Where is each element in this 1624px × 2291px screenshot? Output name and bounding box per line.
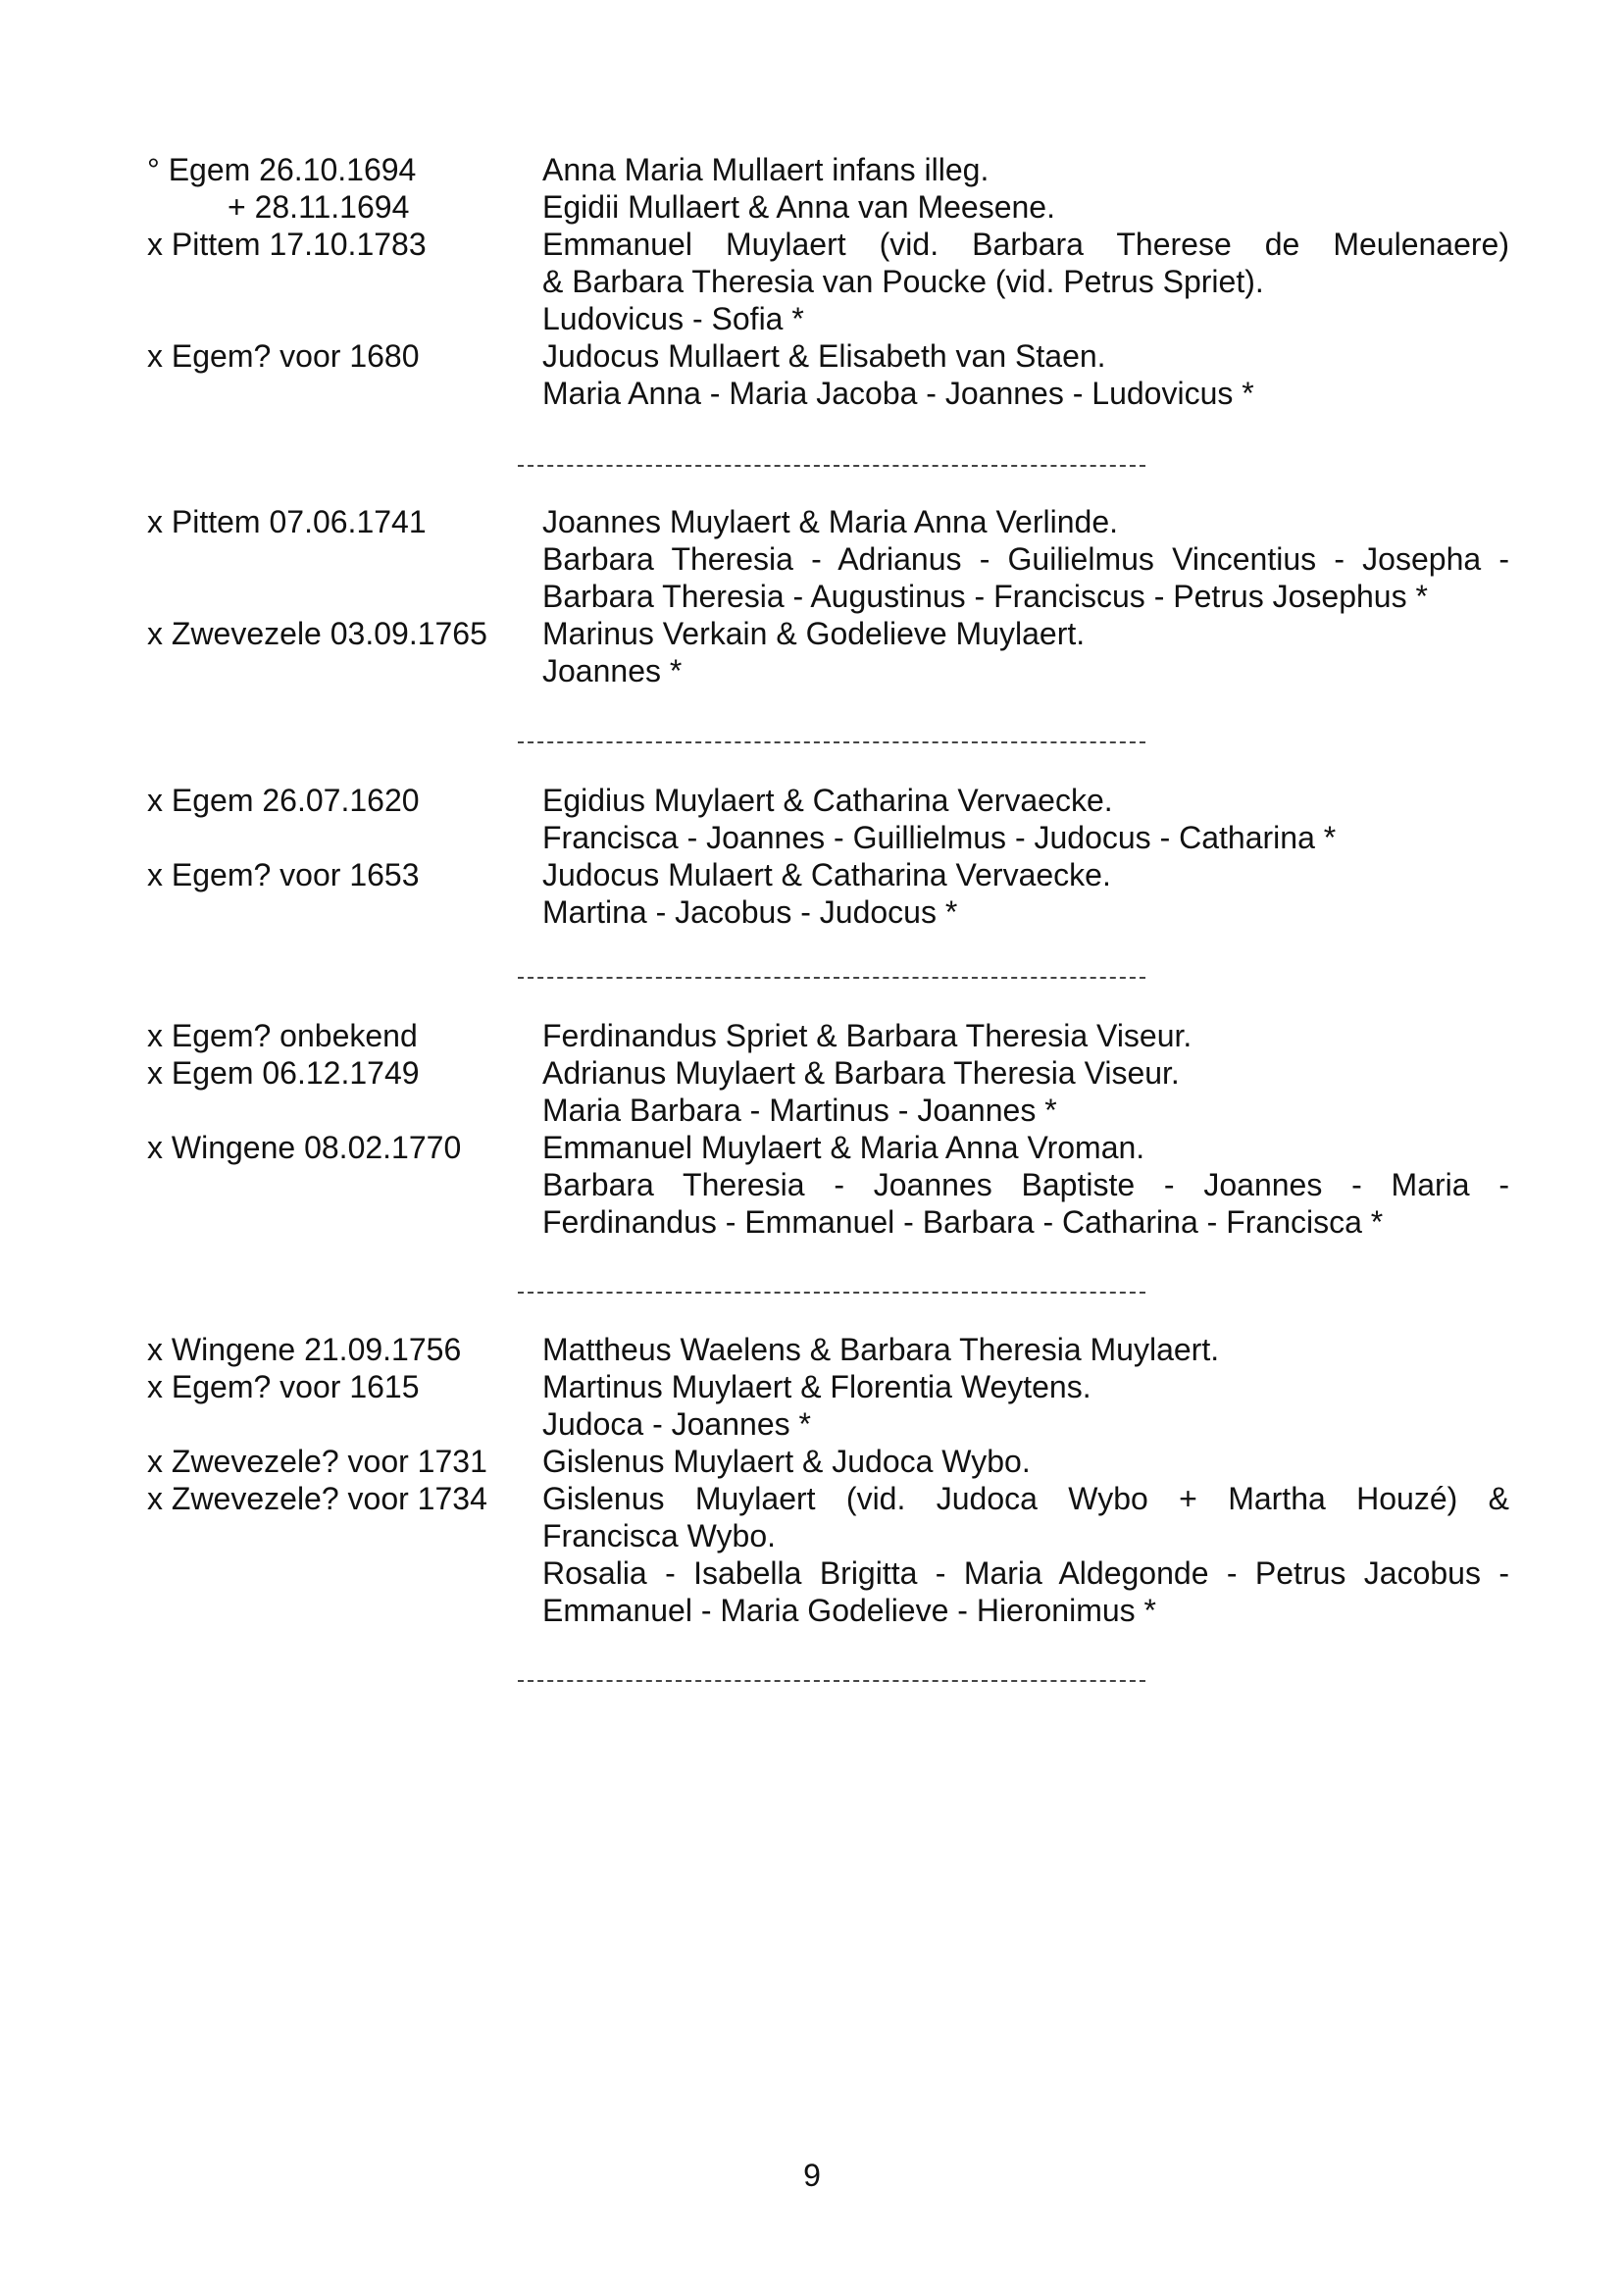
record-row: [0, 188, 1624, 226]
event-date: x Wingene 21.09.1756: [147, 1332, 462, 1367]
event-date: x Wingene 08.02.1770: [147, 1130, 462, 1165]
record-row: [0, 226, 1624, 263]
record-row: [0, 300, 1624, 337]
record-text: Ferdinandus Spriet & Barbara Theresia Viseur.: [542, 1018, 1193, 1053]
children-list: Emmanuel - Maria Godelieve - Hieronimus *: [542, 1593, 1156, 1628]
section-divider: [518, 1680, 1145, 1682]
event-date: x Egem 06.12.1749: [147, 1055, 420, 1091]
children-list: Barbara Theresia - Augustinus - Franciscus - Petrus Josephus *: [542, 579, 1428, 614]
event-date: ° Egem 26.10.1694: [147, 152, 417, 187]
record-text: Anna Maria Mullaert infans illeg.: [542, 152, 990, 187]
event-date: + 28.11.1694: [228, 189, 410, 225]
event-date: x Pittem 07.06.1741: [147, 504, 427, 539]
children-list: Maria Anna - Maria Jacoba - Joannes - Ludovicus *: [542, 376, 1254, 411]
record-text: & Barbara Theresia van Poucke (vid. Petrus Spriet).: [542, 264, 1264, 299]
record-row: [0, 1554, 1624, 1592]
record-row: [0, 1405, 1624, 1443]
record-text: Mattheus Waelens & Barbara Theresia Muylaert.: [542, 1332, 1220, 1367]
record-row: [0, 337, 1624, 375]
record-row: [0, 151, 1624, 188]
record-row: [0, 578, 1624, 615]
record-row: [0, 1517, 1624, 1554]
record-row: [0, 263, 1624, 300]
section-divider: [518, 741, 1145, 743]
children-list: Barbara Theresia - Adrianus - Guilielmus Vincentius - Josepha -: [542, 541, 1509, 577]
record-row: [0, 375, 1624, 412]
record-text: Joannes Muylaert & Maria Anna Verlinde.: [542, 504, 1118, 539]
record-text: Judocus Mullaert & Elisabeth van Staen.: [542, 338, 1106, 374]
children-list: Rosalia - Isabella Brigitta - Maria Aldegonde - Petrus Jacobus -: [542, 1555, 1509, 1591]
record-row: [0, 893, 1624, 931]
record-row: [0, 1331, 1624, 1368]
record-row: [0, 782, 1624, 819]
record-row: [0, 1203, 1624, 1241]
section-divider: [518, 1292, 1145, 1294]
record-text: Martinus Muylaert & Florentia Weytens.: [542, 1369, 1091, 1404]
record-row: [0, 819, 1624, 856]
record-row: [0, 1017, 1624, 1054]
record-text: Emmanuel Muylaert & Maria Anna Vroman.: [542, 1130, 1145, 1165]
section-divider: [518, 977, 1145, 979]
record-text: Marinus Verkain & Godelieve Muylaert.: [542, 616, 1086, 651]
record-row: [0, 1054, 1624, 1092]
children-list: Judoca - Joannes *: [542, 1406, 811, 1442]
children-list: Francisca - Joannes - Guillielmus - Judocus - Catharina *: [542, 820, 1337, 855]
event-date: x Egem? voor 1653: [147, 857, 420, 892]
record-text: Gislenus Muylaert (vid. Judoca Wybo + Martha Houzé) &: [542, 1481, 1509, 1516]
record-text: Egidius Muylaert & Catharina Vervaecke.: [542, 783, 1113, 818]
record-row: [0, 1480, 1624, 1517]
record-row: [0, 615, 1624, 652]
event-date: x Egem? voor 1680: [147, 338, 420, 374]
record-text: Adrianus Muylaert & Barbara Theresia Viseur.: [542, 1055, 1180, 1091]
event-date: x Zwevezele 03.09.1765: [147, 616, 487, 651]
event-date: x Pittem 17.10.1783: [147, 227, 427, 262]
event-date: x Zwevezele? voor 1734: [147, 1481, 487, 1516]
record-text: Emmanuel Muylaert (vid. Barbara Therese de Meulenaere): [542, 227, 1509, 262]
children-list: Ludovicus - Sofia *: [542, 301, 804, 336]
record-row: [0, 1443, 1624, 1480]
page-number: 9: [803, 2158, 821, 2193]
event-date: x Zwevezele? voor 1731: [147, 1444, 487, 1479]
record-text: Gislenus Muylaert & Judoca Wybo.: [542, 1444, 1031, 1479]
record-row: [0, 1368, 1624, 1405]
record-row: [0, 1166, 1624, 1203]
record-text: Francisca Wybo.: [542, 1518, 776, 1553]
record-row: [0, 1092, 1624, 1129]
record-row: [0, 652, 1624, 689]
record-row: [0, 1129, 1624, 1166]
event-date: x Egem 26.07.1620: [147, 783, 420, 818]
section-divider: [518, 465, 1145, 467]
children-list: Barbara Theresia - Joannes Baptiste - Joannes - Maria -: [542, 1167, 1509, 1202]
record-row: [0, 1592, 1624, 1629]
event-date: x Egem? onbekend: [147, 1018, 418, 1053]
event-date: x Egem? voor 1615: [147, 1369, 420, 1404]
record-row: [0, 540, 1624, 578]
children-list: Ferdinandus - Emmanuel - Barbara - Catharina - Francisca *: [542, 1204, 1384, 1240]
record-text: Egidii Mullaert & Anna van Meesene.: [542, 189, 1055, 225]
children-list: Martina - Jacobus - Judocus *: [542, 894, 958, 930]
children-list: Maria Barbara - Martinus - Joannes *: [542, 1093, 1057, 1128]
record-text: Judocus Mulaert & Catharina Vervaecke.: [542, 857, 1111, 892]
children-list: Joannes *: [542, 653, 683, 688]
record-row: [0, 856, 1624, 893]
record-row: [0, 503, 1624, 540]
